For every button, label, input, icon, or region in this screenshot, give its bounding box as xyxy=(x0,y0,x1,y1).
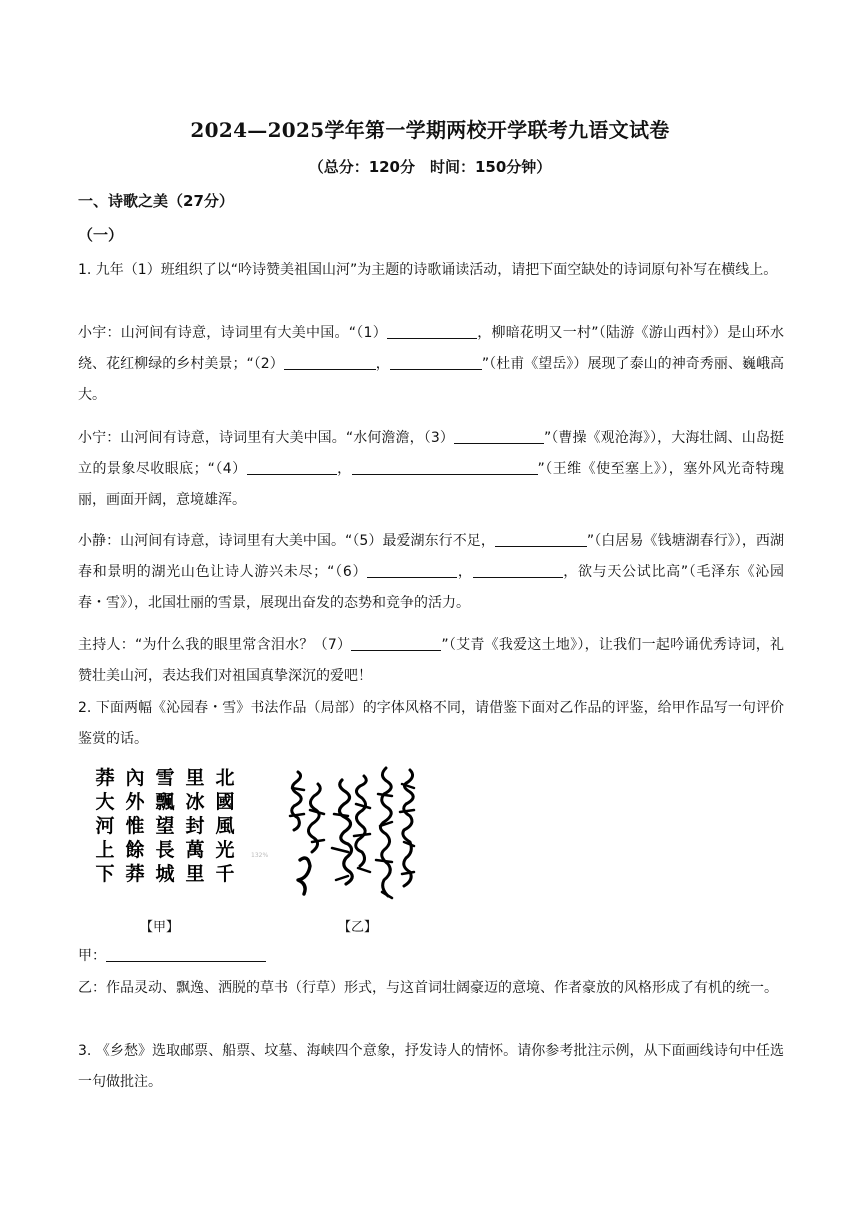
question-3-intro: 3. 《乡愁》选取邮票、船票、坟墓、海峡四个意象，抒发诗人的情怀。请你参考批注示例，从下面画线诗句中任选一句做批注。 xyxy=(78,1043,784,1090)
calligraphy-character: 冰 xyxy=(185,791,205,813)
calligraphy-character: 國 xyxy=(215,791,235,813)
subsection-heading: （一） xyxy=(78,226,124,244)
zoom-watermark: 132% xyxy=(251,852,269,859)
dialogue-text: ”（王维《使至塞上》），塞外风光奇特瑰丽，画面开阔，意境雄浑。 xyxy=(78,461,784,508)
calligraphy-character: 千 xyxy=(215,863,235,885)
calligraphy-yi-image xyxy=(282,764,422,912)
calligraphy-character: 餘 xyxy=(125,839,145,861)
calligraphy-character: 飄 xyxy=(155,791,175,813)
section-heading: 一、诗歌之美（27分） xyxy=(78,192,234,210)
exam-subtitle: （总分：120分 时间：150分钟） xyxy=(308,158,552,176)
question-2-intro: 2. 下面两幅《沁园春・雪》书法作品（局部）的字体风格不同，请借鉴下面对乙作品的评鉴，给甲作品写一句评价鉴赏的话。 xyxy=(78,700,784,747)
calligraphy-character: 光 xyxy=(215,839,235,861)
dialogue-text: 主持人：“为什么我的眼里常含泪水？（7） xyxy=(78,637,352,653)
calligraphy-character: 雪 xyxy=(155,767,175,789)
dialogue-text: ”（杜甫《望岳》）展现了泰山的神奇秀丽、巍峨高大。 xyxy=(78,356,784,403)
dialogue-text: ， xyxy=(457,564,473,580)
calligraphy-character: 下 xyxy=(95,863,115,885)
calligraphy-character: 河 xyxy=(95,815,115,837)
dialogue-xiaoning xyxy=(78,423,784,516)
answer-blank-3[interactable] xyxy=(454,427,544,444)
calligraphy-character: 里 xyxy=(185,767,205,789)
answer-blank-2b[interactable] xyxy=(390,353,482,370)
calligraphy-character: 封 xyxy=(185,815,205,837)
calligraphy-character: 北 xyxy=(215,767,235,789)
calligraphy-character: 長 xyxy=(155,839,175,861)
dialogue-xiaojing xyxy=(78,526,784,619)
answer-blank-jia[interactable] xyxy=(106,945,266,962)
yi-comment: 乙：作品灵动、飘逸、洒脱的草书（行草）形式，与这首词壮阔豪迈的意境、作者豪放的风格形成了有机的统一。 xyxy=(78,980,778,996)
cursive-calligraphy-drawing xyxy=(282,764,422,912)
calligraphy-character: 惟 xyxy=(125,815,145,837)
dialogue-text: 小宇：山河间有诗意，诗词里有大美中国。“（1） xyxy=(78,325,387,341)
dialogue-text: ，欲与天公试比高”（毛泽东《沁园春・雪》），北国壮丽的雪景，展现出奋发的态势和竞争的活力。 xyxy=(78,564,784,611)
exam-title: 2024—2025学年第一学期两校开学联考九语文试卷 xyxy=(190,118,670,142)
calligraphy-character: 內 xyxy=(125,767,145,789)
calligraphy-character: 萬 xyxy=(185,839,205,861)
calligraphy-character: 莽 xyxy=(95,767,115,789)
caption-jia: 【甲】 xyxy=(140,920,180,935)
dialogue-text: 小宁：山河间有诗意，诗词里有大美中国。“水何澹澹，（3） xyxy=(78,430,454,446)
dialogue-text: ”（艾青《我爱这土地》），让我们一起吟诵优秀诗词，礼赞壮美山河，表达我们对祖国真挚深沉的爱吧！ xyxy=(78,637,784,684)
dialogue-host xyxy=(78,630,784,692)
answer-blank-6b[interactable] xyxy=(473,561,563,578)
dialogue-text: ，柳暗花明又一村”（陆游《游山西村》）是山环水绕、花红柳绿的乡村美景；“（2） xyxy=(78,325,784,372)
answer-blank-5[interactable] xyxy=(495,530,587,547)
calligraphy-character: 上 xyxy=(95,839,115,861)
dialogue-text: ， xyxy=(336,461,352,477)
answer-blank-2a[interactable] xyxy=(284,353,376,370)
dialogue-xiaoyu xyxy=(78,318,784,411)
calligraphy-character: 莽 xyxy=(125,863,145,885)
calligraphy-character: 大 xyxy=(95,791,115,813)
answer-blank-4b[interactable] xyxy=(352,458,538,475)
calligraphy-character: 外 xyxy=(125,791,145,813)
caption-yi: 【乙】 xyxy=(338,920,378,935)
dialogue-text: 小静：山河间有诗意，诗词里有大美中国。“（5）最爱湖东行不足， xyxy=(78,533,495,549)
dialogue-text: ”（曹操《观沧海》），大海壮阔、山岛挺立的景象尽收眼底；“（4） xyxy=(78,430,784,477)
answer-blank-4a[interactable] xyxy=(247,458,337,475)
question-1-intro: 1. 九年（1）班组织了以“吟诗赞美祖国山河”为主题的诗歌诵读活动，请把下面空缺处的诗词原句补写在横线上。 xyxy=(78,262,778,278)
calligraphy-character: 城 xyxy=(155,863,175,885)
calligraphy-character: 望 xyxy=(155,815,175,837)
answer-blank-7[interactable] xyxy=(351,634,441,651)
calligraphy-character: 風 xyxy=(215,815,235,837)
calligraphy-character: 里 xyxy=(185,863,205,885)
answer-jia-line xyxy=(78,941,784,972)
answer-label: 甲： xyxy=(78,948,106,964)
dialogue-text: ”（白居易《钱塘湖春行》），西湖春和景明的湖光山色让诗人游兴未尽；“（6） xyxy=(78,533,784,580)
dialogue-text: ， xyxy=(375,356,390,372)
calligraphy-jia-grid xyxy=(80,766,240,886)
calligraphy-jia-image xyxy=(80,766,240,906)
answer-blank-6a[interactable] xyxy=(367,561,457,578)
answer-blank-1[interactable] xyxy=(387,322,477,339)
